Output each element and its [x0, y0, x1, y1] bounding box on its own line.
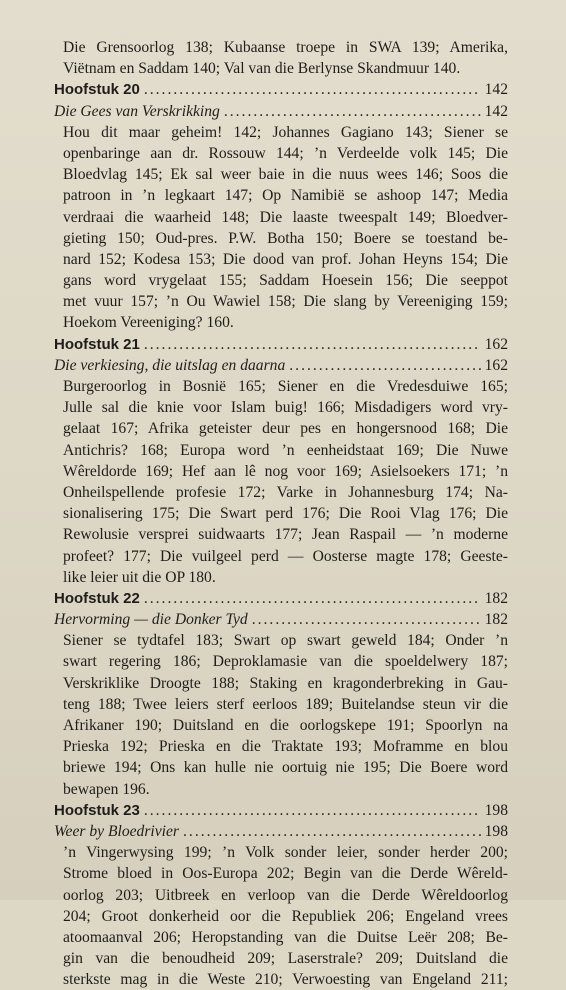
chapter-heading-label: Hoofstuk 20 [54, 81, 140, 99]
text-line: Antichris? 168; Europa word ’n eenheidstaat 169; Die Nuwe [63, 441, 508, 459]
text-line: Die Grensoorlog 138; Kubaanse troepe in SWA 139; Amerika, [63, 39, 508, 56]
text-line: met vuur 157; ’n Ou Wawiel 158; Die slang by Vereeniging 159; [63, 293, 508, 311]
chapter-heading [54, 588, 508, 609]
text-line: Prieska 192; Prieska en die Traktate 193; Moframme en blou [63, 738, 508, 756]
chapter-section [54, 79, 508, 333]
page-number: 142 [484, 102, 508, 120]
text-line: teng 188; Twee leiers sterf eerloos 189; Buitelandse steun vir die [63, 695, 508, 713]
chapter-section [54, 588, 508, 800]
page-number: 162 [484, 335, 508, 353]
dot-leader [289, 355, 480, 376]
text-line: like leier uit die OP 180. [63, 568, 216, 586]
text-line: sterkste mag in die Weste 210; Verwoesting van Engeland 211; [63, 971, 508, 989]
text-line: briewe 194; Ons kan hulle nie oortuig nie 195; Die Boere word [63, 759, 508, 777]
text-line: oorlog 203; Uitbreek en verloop van die Derde Wêreldoorlog [63, 886, 508, 904]
page-number: 162 [484, 356, 508, 374]
text-line: Rewolusie versprei suidwaarts 177; Jean Raspail — ’n moderne [63, 526, 508, 544]
text-line: patroon in ’n legkaart 147; Op Namibië se ashoop 147; Media [63, 187, 508, 205]
dot-leader [144, 588, 481, 609]
dot-leader [252, 609, 481, 630]
text-line: Hou dit maar geheim! 142; Johannes Gagiano 143; Siener se [63, 123, 508, 141]
text-line: Hoekom Vereeniging? 160. [63, 314, 234, 332]
chapter-heading [54, 79, 508, 100]
page-number: 198 [484, 801, 508, 819]
chapter-title-label: Die Gees van Verskrikking [54, 102, 220, 120]
chapter-heading-label: Hoofstuk 22 [54, 589, 140, 607]
text-line: gieting 150; Oud-pres. P.W. Botha 150; Boere se toestand be- [63, 229, 508, 247]
text-line: nard 152; Kodesa 153; Die dood van prof. Johan Heyns 154; Die [63, 250, 508, 268]
text-line: gans word vrygelaat 155; Saddam Hoesein 156; Die seeppot [63, 272, 508, 290]
chapter-list [54, 79, 508, 990]
text-line: Bloedvlag 145; Ek sal weer baie in die nuus wees 146; Soos die [63, 166, 508, 184]
text-line: Burgeroorlog in Bosnië 165; Siener en die Vredesduiwe 165; [63, 378, 508, 395]
page-number: 182 [484, 589, 508, 607]
text-line: Strome bloed in Oos-Europa 202; Begin van die Derde Wêreld- [63, 865, 508, 883]
text-line: Afrikaner 190; Duitsland en die oorlogskepe 191; Spoorlyn na [63, 717, 508, 734]
chapter-section [54, 334, 508, 588]
dot-leader [144, 334, 481, 355]
dot-leader [183, 821, 481, 842]
text-line: gin van die benoudheid 209; Laserstrale? 209; Duitsland die [63, 950, 508, 968]
chapter-title-label: Weer by Bloedrivier [54, 822, 180, 840]
chapter-heading [54, 800, 508, 821]
chapter-section [54, 800, 508, 990]
chapter-heading [54, 334, 508, 355]
chapter-title [54, 101, 508, 122]
text-line: Verskriklike Droogte 188; Staking en kragonderbreking in Gau- [63, 674, 508, 692]
text-line: verdraai die waarheid 148; Die laaste tweespalt 149; Bloedver- [63, 208, 508, 226]
chapter-title-label: Die verkiesing, die uitslag en daarna [54, 356, 286, 374]
chapter-title-label: Hervorming — die Donker Tyd [54, 611, 248, 629]
text-line: ’n Vingerwysing 199; ’n Volk sonder leier, sonder herder 200; [63, 844, 508, 862]
chapter-title [54, 821, 508, 842]
text-line: Viëtnam en Saddam 140; Val van die Berlynse Skandmuur 140. [63, 60, 461, 78]
chapter-title [54, 609, 508, 630]
text-line: bewapen 196. [63, 780, 150, 798]
dot-leader [144, 800, 481, 821]
dot-leader [144, 79, 481, 100]
page-number: 198 [484, 822, 508, 840]
text-line: Julle sal die knie voor Islam buig! 166; Misdadigers word vry- [63, 399, 508, 417]
page-number: 142 [484, 81, 508, 99]
chapter-title [54, 355, 508, 376]
page-number: 182 [484, 611, 508, 629]
text-line: 204; Groot donkerheid oor die Republiek 206; Engeland vrees [63, 907, 508, 925]
text-line: swart regering 186; Deproklamasie van die spoeldelwery 187; [63, 653, 508, 671]
chapter-heading-label: Hoofstuk 21 [54, 335, 140, 353]
text-line: sionalisering 175; Die Swart perd 176; Die Rooi Vlag 176; Die [63, 505, 508, 523]
text-line: profeet? 177; Die vuilgeel perd — Oosterse magte 178; Geeste- [63, 547, 508, 565]
dot-leader [224, 101, 481, 122]
opening-paragraph [54, 37, 508, 79]
chapter-heading-label: Hoofstuk 23 [54, 801, 140, 819]
text-line: Siener se tydtafel 183; Swart op swart geweld 184; Onder ’n [63, 632, 508, 650]
text-line: atoomaanval 206; Heropstanding van die Duitse Leër 208; Be- [63, 928, 508, 946]
text-line: Onheilspellende profesie 172; Varke in Johannesburg 174; Na- [63, 483, 508, 501]
text-line: gelaat 167; Afrika geteister deur pes en hongersnood 168; Die [63, 420, 508, 438]
text-line: Wêreldorde 169; Hef aan lê nog voor 169; Asielsoekers 171; ’n [63, 462, 508, 480]
text-line: openbaringe aan dr. Rossouw 144; ’n Verdeelde volk 145; Die [63, 144, 508, 162]
